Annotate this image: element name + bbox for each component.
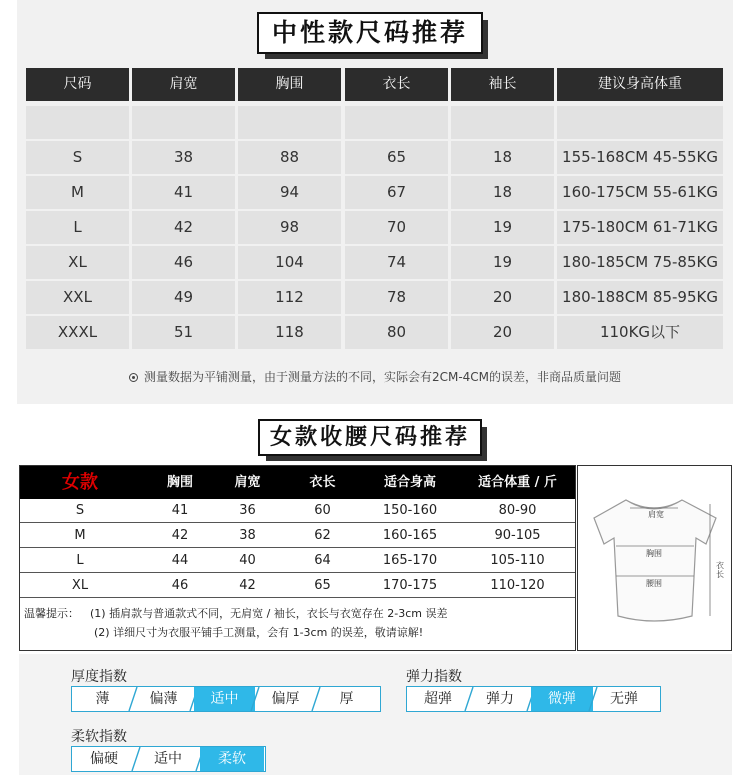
table-cell: 38 <box>239 528 256 543</box>
elasticity-index-bar <box>406 686 661 712</box>
table-cell: 110KG以下 <box>557 316 723 349</box>
table-cell: S <box>75 503 85 518</box>
women-brand-label: 女款 <box>62 472 98 493</box>
table-cell: 18 <box>451 176 554 209</box>
softness-option: 偏硬 <box>72 747 136 771</box>
thickness-option: 适中 <box>194 687 255 711</box>
table-cell: 90-105 <box>494 528 541 543</box>
header-chest: 胸围 <box>238 68 341 101</box>
table-cell: XXL <box>26 281 129 314</box>
table-cell: L <box>76 553 84 568</box>
table-cell: 80 <box>345 316 448 349</box>
diagram-chest-label: 胸围 <box>646 549 662 558</box>
diagram-shoulder-label: 肩宽 <box>648 510 664 519</box>
softness-option: 适中 <box>136 747 200 771</box>
table-cell: 105-110 <box>490 553 545 568</box>
table-cell: 104 <box>238 246 341 279</box>
table-cell: 170-175 <box>382 578 438 593</box>
table-cell: 46 <box>171 578 189 593</box>
table-cell: 155-168CM 45-55KG <box>557 141 723 174</box>
bullet-icon <box>129 373 138 382</box>
elasticity-option: 超弹 <box>407 687 469 711</box>
table-cell: L <box>26 211 129 244</box>
table-row <box>20 524 575 548</box>
table-cell: 65 <box>314 578 331 593</box>
table-cell: XL <box>71 578 89 593</box>
header-shoulder: 肩宽 <box>132 68 235 101</box>
table-cell: 98 <box>238 211 341 244</box>
women-size-table <box>19 465 576 651</box>
table-cell: 118 <box>238 316 341 349</box>
tip-1: (1) 插肩款与普通款式不同，无肩宽 / 袖长，衣长与衣宽存在 2-3cm 误差 <box>90 607 448 620</box>
table-cell: 110-120 <box>490 578 545 593</box>
women-header-height: 适合身高 <box>383 475 436 490</box>
table-cell: 42 <box>132 211 235 244</box>
table-cell: 160-165 <box>382 528 438 543</box>
table-cell: 51 <box>132 316 235 349</box>
table-cell: 175-180CM 61-71KG <box>557 211 723 244</box>
thickness-option: 偏薄 <box>133 687 194 711</box>
header-sleeve: 袖长 <box>451 68 554 101</box>
table-cell: 70 <box>345 211 448 244</box>
tshirt-measure-diagram <box>577 465 732 651</box>
table-cell: 19 <box>451 211 554 244</box>
elasticity-option: 弹力 <box>469 687 531 711</box>
table-cell: 94 <box>238 176 341 209</box>
header-recommend: 建议身高体重 <box>557 68 723 101</box>
diagram-waist-label: 腰围 <box>646 579 662 588</box>
table-cell: 46 <box>132 246 235 279</box>
softness-title: 柔软指数 <box>71 729 127 745</box>
table-cell: 180-188CM 85-95KG <box>557 281 723 314</box>
fabric-index-section <box>19 654 732 775</box>
softness-option: 柔软 <box>200 747 264 771</box>
table-cell: 165-170 <box>382 553 438 568</box>
table-cell: 36 <box>239 503 256 518</box>
diagram-length-label: 衣长 <box>716 561 724 579</box>
thickness-index-bar <box>71 686 381 712</box>
table-cell: 41 <box>171 503 189 518</box>
table-cell: 42 <box>239 578 256 593</box>
thickness-option: 厚 <box>339 691 354 707</box>
thickness-option: 偏厚 <box>255 687 316 711</box>
women-title: 女款收腰尺码推荐 <box>258 419 482 456</box>
thickness-option: 薄 <box>72 687 133 711</box>
table-cell: 180-185CM 75-85KG <box>557 246 723 279</box>
unisex-title: 中性款尺码推荐 <box>257 12 483 54</box>
thickness-title: 厚度指数 <box>71 669 127 685</box>
table-row <box>20 574 575 598</box>
table-cell: M <box>74 528 86 543</box>
table-cell: 150-160 <box>382 503 438 518</box>
table-cell: 20 <box>451 281 554 314</box>
table-cell: 44 <box>171 553 189 568</box>
table-cell: 42 <box>171 528 189 543</box>
table-cell: 80-90 <box>498 503 537 518</box>
table-cell: 41 <box>132 176 235 209</box>
table-cell: 160-175CM 55-61KG <box>557 176 723 209</box>
table-cell: 40 <box>239 553 256 568</box>
women-header-weight: 适合体重 / 斤 <box>478 475 557 490</box>
table-cell: 38 <box>132 141 235 174</box>
table-cell: M <box>26 176 129 209</box>
elasticity-option: 微弹 <box>531 687 593 711</box>
measurement-note: 测量数据为平铺测量，由于测量方法的不同，实际会有2CM-4CM的误差，非商品质量问题 <box>17 368 733 385</box>
table-cell: 78 <box>345 281 448 314</box>
table-cell: 64 <box>314 553 331 568</box>
table-cell: 112 <box>238 281 341 314</box>
elasticity-option: 无弹 <box>610 691 638 707</box>
header-size: 尺码 <box>26 68 129 101</box>
table-cell: 67 <box>345 176 448 209</box>
women-header-shoulder: 肩宽 <box>234 475 261 490</box>
table-cell: 19 <box>451 246 554 279</box>
table-cell: S <box>26 141 129 174</box>
women-tips <box>24 604 448 642</box>
table-row <box>20 499 575 523</box>
table-cell: 65 <box>345 141 448 174</box>
table-cell: XL <box>26 246 129 279</box>
table-cell: 88 <box>238 141 341 174</box>
women-header-length: 衣长 <box>309 475 336 490</box>
softness-index-bar <box>71 746 266 772</box>
unisex-size-section <box>17 0 733 404</box>
table-cell: 62 <box>314 528 331 543</box>
elasticity-title: 弹力指数 <box>406 669 462 685</box>
table-cell: 74 <box>345 246 448 279</box>
table-row <box>20 549 575 573</box>
table-cell: 20 <box>451 316 554 349</box>
women-table-header <box>20 466 575 499</box>
table-cell: 49 <box>132 281 235 314</box>
women-header-chest: 胸围 <box>166 475 193 490</box>
table-cell: 18 <box>451 141 554 174</box>
tip-2: (2) 详细尺寸为衣服平铺手工测量，会有 1-3cm 的误差，敬请谅解! <box>94 626 424 639</box>
header-length: 衣长 <box>345 68 448 101</box>
tips-label: 温馨提示： <box>24 607 79 620</box>
table-cell: XXXL <box>26 316 129 349</box>
table-cell: 60 <box>314 503 331 518</box>
